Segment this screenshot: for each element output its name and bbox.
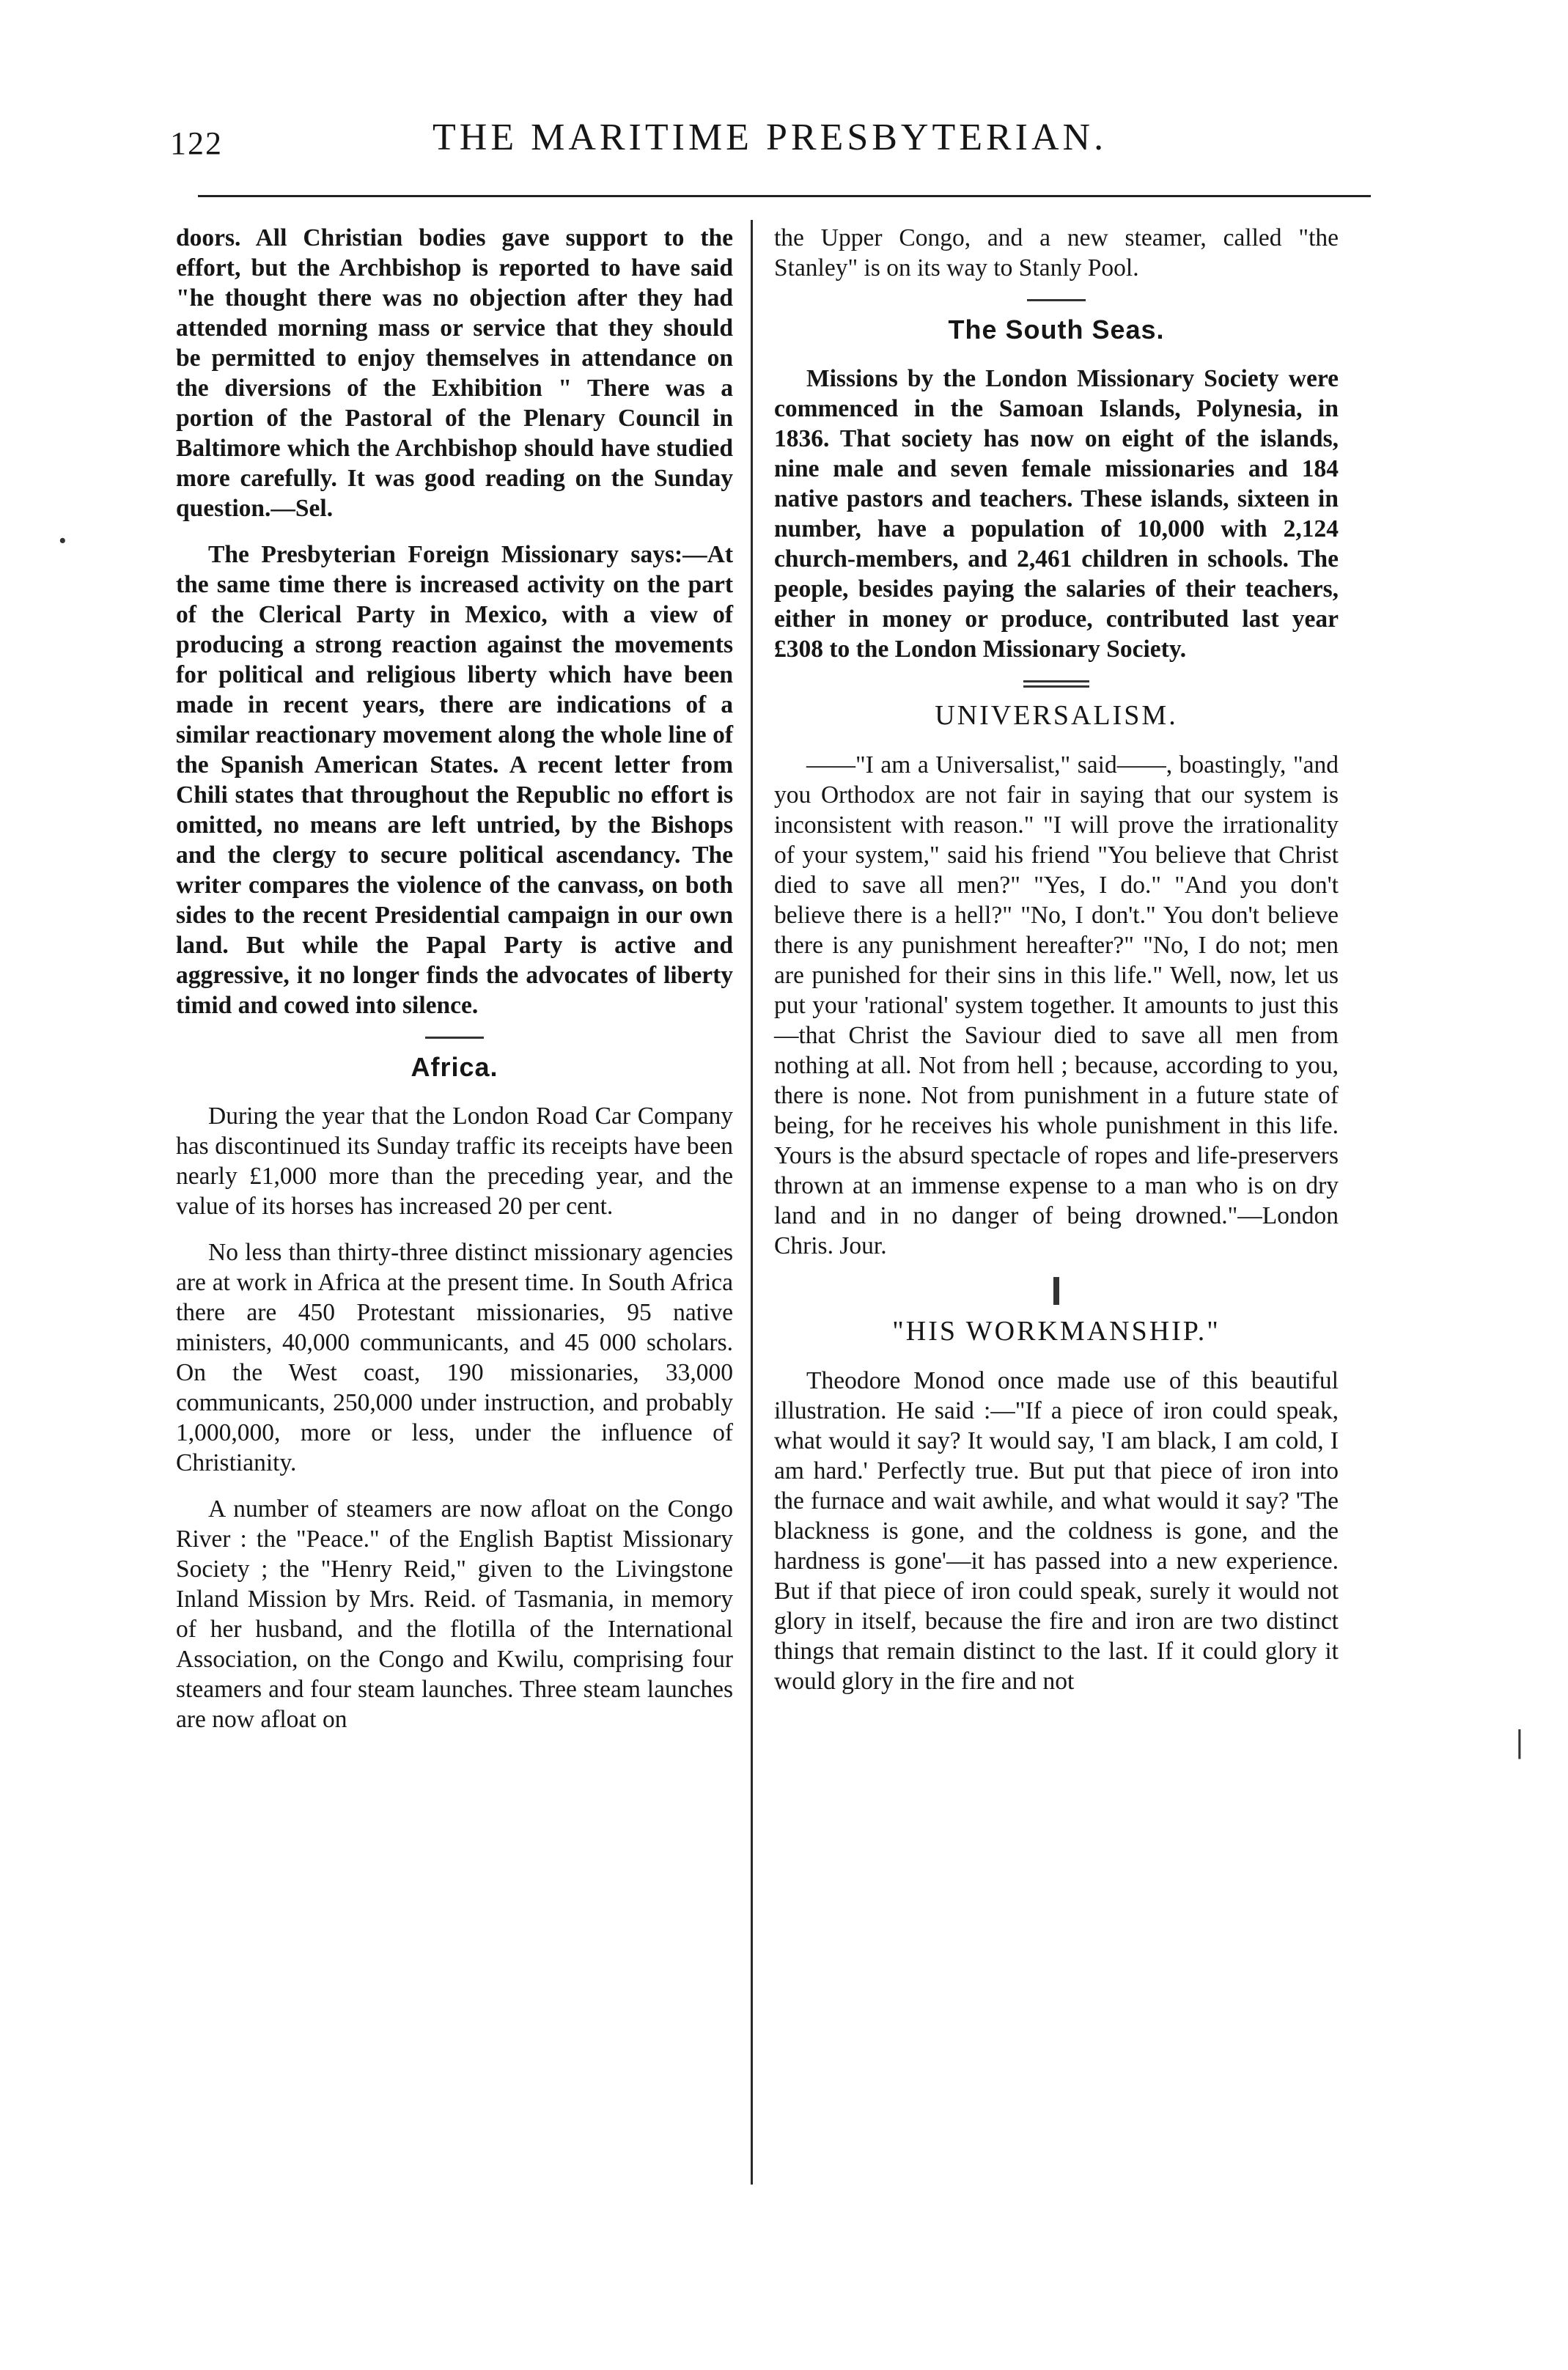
section-separator bbox=[1027, 299, 1086, 301]
paragraph-missionary-agencies: No less than thirty-three distinct missionary agencies are at work in Africa at the present time. In South Africa there are 450 Protestant missionaries, 95 native ministers, 40,000 communicants, and 45 000 scholars. On the West coast, 190 missionaries, 33,000 communicants, 250,000 under instruction, and probably 1,000,000, more or less, under the influence of Christianity. bbox=[176, 1239, 733, 1476]
paragraph-samoan-missions: Missions by the London Missionary Society were commenced in the Samoan Islands, Polynesia, in 1836. That society has now on eight of the islands, nine male and seven female missionaries and 184 native pastors and teachers. These islands, sixteen in number, have a population of 10,000 with 2,124 church-members, and 2,461 children in schools. The people, besides paying the salaries of their teachers, either in money or produce, contributed last year £308 to the London Missionary Society. bbox=[774, 365, 1339, 663]
paragraph-road-car: During the year that the London Road Car Company has discontinued its Sunday traffic its receipts have been nearly £1,000 more than the preceding year, and the value of its horses has increased 20 per cent. bbox=[176, 1103, 733, 1220]
column-divider bbox=[751, 220, 753, 2185]
right-column bbox=[774, 223, 1339, 1712]
section-separator bbox=[1053, 1277, 1059, 1305]
paragraph-doors: doors. All Christian bodies gave support to the effort, but the Archbishop is reported to have said "he thought there was no objection after they had attended morning mass or service that they should be permitted to enjoy themselves in attendance on the diversions of the Exhibition " There was a portion of the Pastoral of the Plenary Council in Baltimore which the Archbishop should have studied more carefully. It was good reading on the Sunday question.—Sel. bbox=[176, 224, 733, 522]
paragraph-upper-congo: the Upper Congo, and a new steamer, called "the Stanley" is on its way to Stanly Pool. bbox=[774, 224, 1339, 281]
header-rule bbox=[198, 195, 1371, 197]
paragraph-iron-illustration: Theodore Monod once made use of this beautiful illustration. He said :—"If a piece of iron could speak, what would it say? It would say, 'I am black, I am cold, I am hard.' Perfectly true. But put that piece of iron into the furnace and wait awhile, and what would it say? 'The blackness is gone, and the coldness is gone, and the hardness is gone'—it has passed into a new experience. But if that piece of iron could speak, surely it would not glory in itself, because the fire and iron are two distinct things that remain distinct to the last. If it could glory it would glory in the fire and not bbox=[774, 1367, 1339, 1695]
margin-dot: · bbox=[57, 523, 68, 559]
left-column bbox=[176, 223, 733, 1751]
section-separator bbox=[425, 1037, 484, 1039]
running-head: THE MARITIME PRESBYTERIAN. bbox=[433, 117, 1108, 158]
paragraph-foreign-missionary: The Presbyterian Foreign Missionary says:—At the same time there is increased activity on the part of the Clerical Party in Mexico, with a view of producing a strong reaction against the movements for political and religious liberty which have been made in recent years, there are indications of a similar reactionary movement along the whole line of the Spanish American States. A recent letter from Chili states that throughout the Republic no effort is omitted, no means are left untried, by the Bishops and the clergy to secure political ascendancy. The writer compares the violence of the canvass, on both sides to the recent Presidential campaign in our own land. But while the Papal Party is active and aggressive, it no longer finds the advocates of liberty timid and cowed into silence. bbox=[176, 541, 733, 1019]
paragraph-congo-steamers: A number of steamers are now afloat on the Congo River : the "Peace." of the English Baptist Missionary Society ; the "Henry Reid," given to the Livingstone Inland Mission by Mrs. Reid. of Tasmania, in memory of her husband, and the flotilla of the International Association, on the Congo and Kwilu, comprising four steamers and four steam launches. Three steam launches are now afloat on bbox=[176, 1495, 733, 1733]
heading-africa: Africa. bbox=[411, 1052, 498, 1082]
heading-universalism: UNIVERSALISM. bbox=[935, 700, 1178, 731]
section-separator bbox=[1023, 680, 1089, 688]
margin-tick: | bbox=[1516, 1723, 1523, 1759]
page-number: 122 bbox=[170, 125, 223, 161]
page-header bbox=[0, 110, 1568, 191]
paragraph-universalist-dialogue: ——"I am a Universalist," said——, boastingly, "and you Orthodox are not fair in saying that our system is inconsistent with reason." "I will prove the irrationality of your system," said his friend "You believe that Christ died to save all men?" "Yes, I do." "And you don't believe there is a hell?" "No, I don't." You don't believe there is any punishment hereafter?" "No, I do not; men are punished for their sins in this life." Well, now, let us put your 'rational' system together. It amounts to just this—that Christ the Saviour died to save all men from nothing at all. Not from hell ; because, according to you, there is none. Not from punishment in a future state of being, for he receives his whole punishment in this life. Yours is the absurd spectacle of ropes and life-preservers thrown at an immense expense to a man who is on dry land and in no danger of being drowned."—London Chris. Jour. bbox=[774, 751, 1339, 1259]
heading-his-workmanship: "HIS WORKMANSHIP." bbox=[892, 1316, 1221, 1347]
heading-south-seas: The South Seas. bbox=[948, 314, 1165, 345]
